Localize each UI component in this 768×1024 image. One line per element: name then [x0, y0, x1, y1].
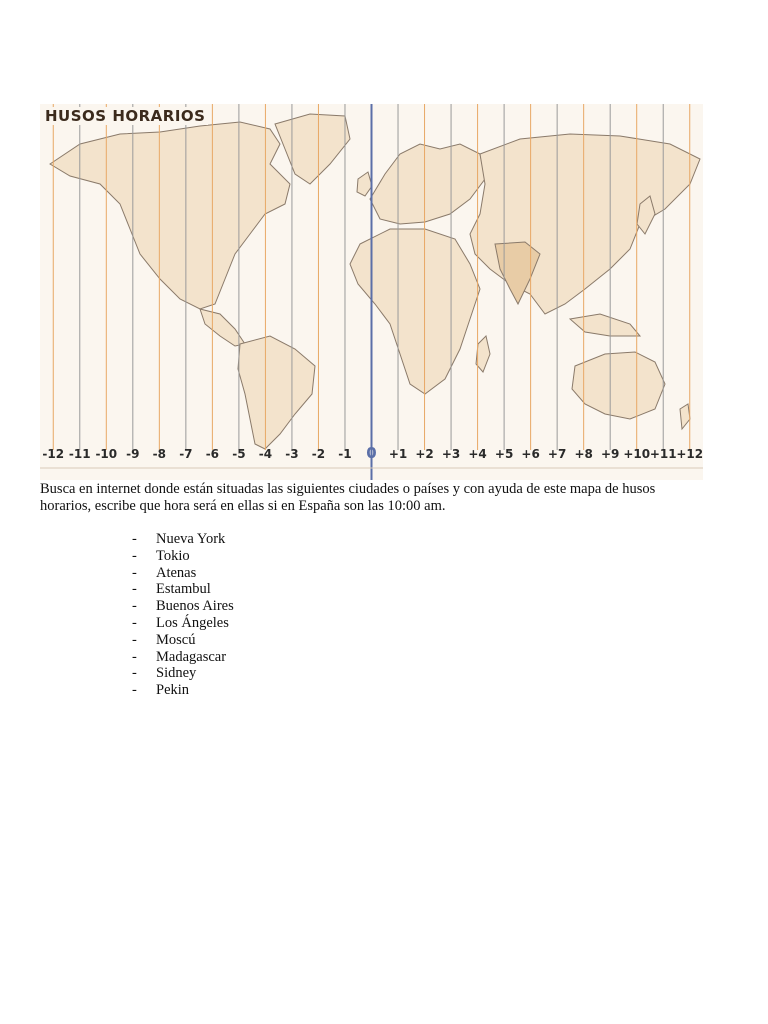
time-zone-label: -1 — [338, 447, 352, 461]
city-name: Moscú — [156, 631, 196, 648]
time-zone-label: -3 — [285, 447, 299, 461]
indonesia-shape — [570, 314, 640, 336]
europe-shape — [370, 144, 485, 224]
new-zealand-shape — [680, 404, 690, 429]
time-zone-label: -9 — [126, 447, 140, 461]
city-list-item — [132, 649, 234, 666]
uk-shape — [357, 172, 372, 196]
australia-shape — [572, 352, 665, 419]
city-name: Los Ángeles — [156, 614, 229, 631]
continents — [50, 114, 700, 449]
central-america-shape — [200, 309, 245, 346]
time-zone-label: +3 — [441, 447, 461, 461]
list-bullet: - — [132, 648, 137, 665]
list-bullet: - — [132, 682, 137, 699]
city-name: Nueva York — [156, 531, 226, 547]
city-list-item — [132, 548, 234, 565]
time-zone-map — [40, 104, 703, 480]
time-zone-label: -4 — [258, 447, 273, 461]
city-name: Madagascar — [156, 648, 227, 665]
city-list-item — [132, 531, 234, 548]
list-bullet: - — [132, 581, 137, 598]
city-list — [132, 531, 234, 699]
city-name: Atenas — [156, 564, 197, 581]
time-zone-label: +10 — [623, 447, 651, 461]
time-zone-label: -10 — [95, 447, 118, 461]
north-america-shape — [50, 122, 290, 309]
time-zone-label: +11 — [649, 447, 677, 461]
world-map-image — [40, 104, 703, 480]
time-zone-label: 0 — [366, 444, 377, 462]
city-name: Pekin — [156, 682, 190, 699]
list-bullet: - — [132, 564, 137, 581]
instructions-paragraph: Busca en internet donde están situadas las siguientes ciudades o países y con ayuda de este mapa de husos horarios, escribe que hora será en ellas si en España son las 10:00 am. — [40, 481, 656, 514]
time-zone-labels — [42, 444, 703, 462]
map-title: HUSOS HORARIOS — [42, 107, 208, 125]
city-list-item — [132, 682, 234, 699]
africa-shape — [350, 229, 480, 394]
city-list-item — [132, 615, 234, 632]
list-bullet: - — [132, 665, 137, 682]
list-bullet: - — [132, 547, 137, 564]
city-name: Buenos Aires — [156, 598, 234, 615]
time-zone-label: +7 — [547, 447, 567, 461]
city-list-item — [132, 665, 234, 682]
list-bullet: - — [132, 631, 137, 648]
time-zone-label: -8 — [152, 447, 167, 461]
list-bullet: - — [132, 614, 137, 631]
time-zone-label: -6 — [205, 447, 220, 461]
city-name: Tokio — [156, 547, 190, 564]
madagascar-shape — [476, 336, 490, 372]
time-zone-label: +12 — [676, 447, 703, 461]
greenland-shape — [275, 114, 350, 184]
city-name: Sidney — [156, 665, 197, 682]
city-list-item — [132, 581, 234, 598]
list-bullet: - — [132, 598, 137, 615]
time-zone-label: -2 — [311, 447, 326, 461]
city-name: Estambul — [156, 581, 211, 598]
time-zone-label: -12 — [42, 447, 65, 461]
time-zone-label: +6 — [521, 447, 540, 461]
time-zone-label: +2 — [415, 447, 434, 461]
time-zone-label: -11 — [68, 447, 91, 461]
time-zone-label: +8 — [574, 447, 593, 461]
time-zone-label: +5 — [494, 447, 514, 461]
south-america-shape — [238, 336, 315, 449]
list-bullet: - — [132, 531, 137, 547]
city-list-item — [132, 565, 234, 582]
time-zone-label: +9 — [600, 447, 620, 461]
city-list-item — [132, 598, 234, 615]
time-zone-label: +4 — [468, 447, 487, 461]
city-list-item — [132, 632, 234, 649]
time-zone-label: -7 — [179, 447, 193, 461]
time-zone-label: +1 — [388, 447, 408, 461]
time-zone-label: -5 — [232, 447, 246, 461]
